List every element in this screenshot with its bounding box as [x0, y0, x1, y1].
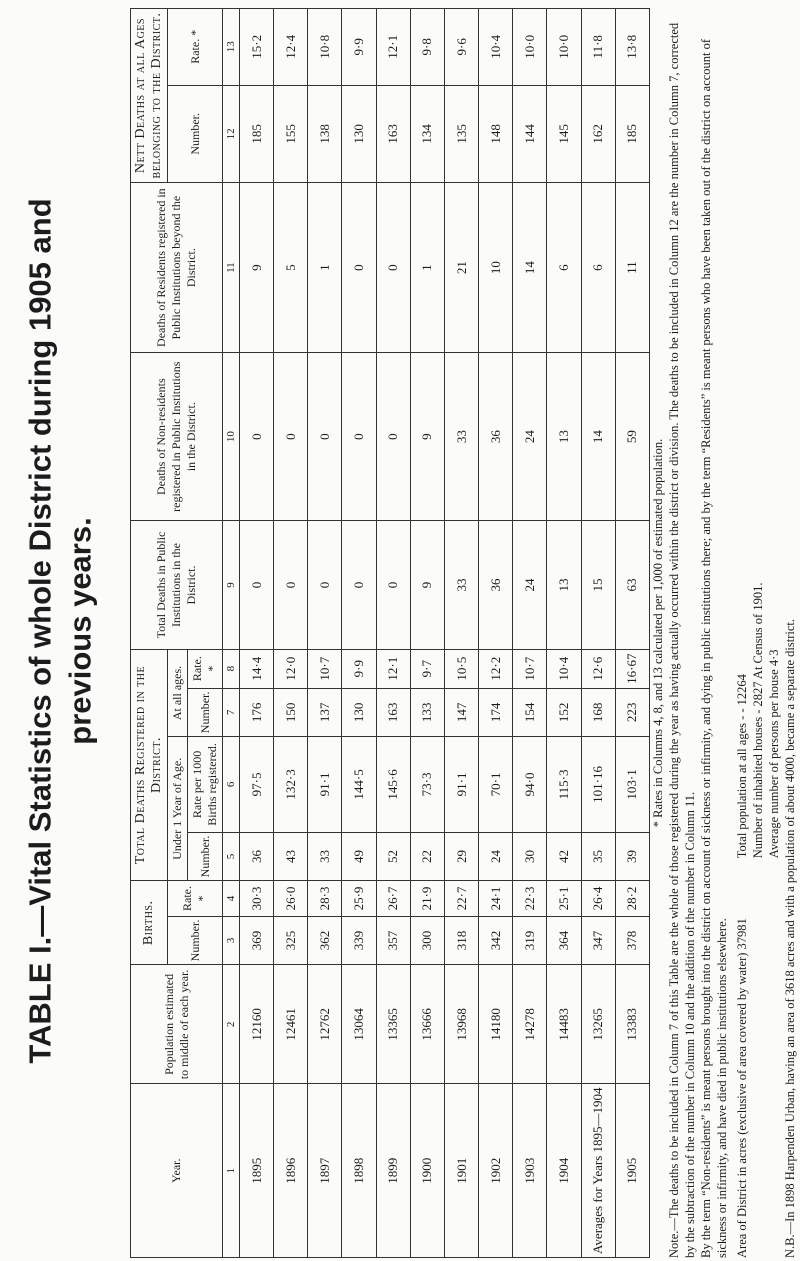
cell-nett-n: 163	[376, 85, 410, 183]
cell-births-r: 28·2	[615, 881, 649, 916]
cell-pub: 63	[615, 521, 649, 650]
cell-all-r: 10·7	[308, 649, 342, 688]
cell-births-n: 378	[615, 916, 649, 965]
col-year: Year.	[131, 1084, 223, 1258]
cell-year: 1902	[479, 1084, 513, 1258]
cell-nett-r: 9·9	[342, 9, 376, 86]
cell-nonres: 14	[581, 353, 615, 521]
area-label: Area of District in acres (exclusive of area covered by water)	[735, 952, 749, 1258]
cell-nett-n: 148	[479, 85, 513, 183]
note-paragraph: Note.—The deaths to be included in Column 7 of this Table are the whole of those registered during the year as having actually occurred within the district or division. The deaths to be included in Column 12 are the number in Column 7, corrected by the subtraction of the number in Column 10 and the addition of the number in Column 11.	[667, 22, 697, 1258]
header	[0, 0, 122, 1261]
cell-all-n: 174	[479, 688, 513, 737]
cell-nett-n: 155	[274, 85, 308, 183]
cell-births-n: 319	[513, 916, 547, 965]
cell-nonres: 13	[547, 353, 581, 521]
cell-births-n: 364	[547, 916, 581, 965]
table-row	[615, 9, 649, 1258]
cell-res: 1	[308, 183, 342, 353]
cell-year: 1901	[444, 1084, 478, 1258]
cell-nett-n: 185	[240, 85, 274, 183]
cell-u1-r: 70·1	[479, 737, 513, 832]
cell-pub: 0	[274, 521, 308, 650]
cell-births-r: 26·0	[274, 881, 308, 916]
cell-u1-n: 22	[410, 832, 444, 881]
col-index: 10	[223, 353, 240, 521]
cell-all-n: 168	[581, 688, 615, 737]
table-row	[376, 9, 410, 1258]
cell-births-r: 28·3	[308, 881, 342, 916]
nb-note: N.B.—In 1898 Harpenden Urban, having an area of 3618 acres and with a population of about 4000, became a separate district.	[783, 618, 797, 1258]
cell-pub: 24	[513, 521, 547, 650]
cell-all-r: 10·4	[547, 649, 581, 688]
cell-u1-r: 73·3	[410, 737, 444, 832]
population-line: Total population at all ages - - 12264	[735, 674, 749, 859]
cell-res: 21	[444, 183, 478, 353]
cell-res: 6	[581, 183, 615, 353]
cell-population: 14483	[547, 965, 581, 1084]
census-label: At Census of 1901.	[751, 582, 765, 680]
average-value: 4·3	[767, 649, 781, 667]
cell-births-r: 25·1	[547, 881, 581, 916]
table-row	[342, 9, 376, 1258]
col-index: 1	[223, 1084, 240, 1258]
cell-year: 1903	[513, 1084, 547, 1258]
cell-all-n: 154	[513, 688, 547, 737]
cell-births-n: 300	[410, 916, 444, 965]
cell-nett-n: 138	[308, 85, 342, 183]
average-label: Average number of persons per house	[767, 669, 781, 859]
cell-births-n: 318	[444, 916, 478, 965]
houses-line: Number of inhabited houses - 2827 At Census of 1901.	[751, 582, 765, 859]
col-nett-number: Number.	[168, 85, 223, 183]
cell-nonres: 59	[615, 353, 649, 521]
cell-births-r: 30·3	[240, 881, 274, 916]
cell-births-n: 357	[376, 916, 410, 965]
cell-u1-r: 97·5	[240, 737, 274, 832]
cell-population: 13064	[342, 965, 376, 1084]
cell-births-n: 347	[581, 916, 615, 965]
table-row	[308, 9, 342, 1258]
cell-res: 11	[615, 183, 649, 353]
cell-births-n: 342	[479, 916, 513, 965]
table-body	[240, 9, 650, 1258]
cell-u1-r: 144·5	[342, 737, 376, 832]
cell-all-n: 137	[308, 688, 342, 737]
col-total-deaths: Total Deaths Registered in the District.	[131, 649, 168, 881]
cell-nett-r: 10·0	[547, 9, 581, 86]
col-births-number: Number.	[168, 916, 223, 965]
cell-nett-r: 10·0	[513, 9, 547, 86]
cell-u1-n: 52	[376, 832, 410, 881]
table-row	[274, 9, 308, 1258]
cell-year: 1896	[274, 1084, 308, 1258]
cell-population: 12762	[308, 965, 342, 1084]
cell-all-r: 12·2	[479, 649, 513, 688]
cell-nonres: 0	[240, 353, 274, 521]
col-under1-rate: Rate per 1000 Births registered.	[188, 737, 223, 832]
cell-population: 13365	[376, 965, 410, 1084]
table-subtitle: previous years.	[63, 516, 99, 745]
col-residents: Deaths of Residents registered in Public Institutions beyond the District.	[131, 183, 223, 353]
cell-births-n: 339	[342, 916, 376, 965]
cell-population: 13383	[615, 965, 649, 1084]
cell-u1-r: 101·16	[581, 737, 615, 832]
cell-nett-r: 12·1	[376, 9, 410, 86]
cell-births-n: 369	[240, 916, 274, 965]
cell-u1-n: 35	[581, 832, 615, 881]
table-row	[240, 9, 274, 1258]
cell-all-n: 152	[547, 688, 581, 737]
cell-all-n: 130	[342, 688, 376, 737]
col-under1-number: Number.	[188, 832, 223, 881]
cell-year: 1900	[410, 1084, 444, 1258]
cell-nonres: 0	[308, 353, 342, 521]
cell-nett-r: 10·8	[308, 9, 342, 86]
area-line	[734, 918, 750, 1258]
table-row	[581, 9, 615, 1258]
cell-u1-r: 103·1	[615, 737, 649, 832]
col-index: 9	[223, 521, 240, 650]
cell-res: 0	[342, 183, 376, 353]
cell-nett-n: 135	[444, 85, 478, 183]
cell-pub: 0	[240, 521, 274, 650]
cell-u1-r: 91·1	[308, 737, 342, 832]
table-row	[513, 9, 547, 1258]
table-title: TABLE I.—Vital Statistics of whole District during 1905 and	[23, 197, 59, 1064]
cell-all-n: 176	[240, 688, 274, 737]
col-under1: Under 1 Year of Age.	[168, 737, 188, 881]
col-all-rate: Rate. *	[188, 649, 223, 688]
notes-region	[650, 8, 796, 1258]
cell-nett-n: 144	[513, 85, 547, 183]
cell-nett-n: 185	[615, 85, 649, 183]
cell-pub: 33	[444, 521, 478, 650]
area-value: 37981	[735, 918, 749, 950]
cell-nonres: 0	[342, 353, 376, 521]
cell-pub: 36	[479, 521, 513, 650]
rates-note: * Rates in Columns 4, 8, and 13 calculated per 1,000 of estimated population.	[651, 438, 665, 828]
col-deaths-public: Total Deaths in Public Institutions in the District.	[131, 521, 223, 650]
col-index: 7	[223, 688, 240, 737]
cell-res: 9	[240, 183, 274, 353]
population-label: Total population at all ages	[735, 723, 749, 859]
cell-population: 12461	[274, 965, 308, 1084]
cell-u1-n: 42	[547, 832, 581, 881]
cell-births-n: 362	[308, 916, 342, 965]
cell-nett-r: 11·8	[581, 9, 615, 86]
cell-births-r: 24·1	[479, 881, 513, 916]
cell-births-r: 22·3	[513, 881, 547, 916]
col-index: 13	[223, 9, 240, 86]
cell-all-r: 16·67	[615, 649, 649, 688]
cell-births-r: 21·9	[410, 881, 444, 916]
col-index: 12	[223, 85, 240, 183]
cell-nett-n: 162	[581, 85, 615, 183]
col-all-ages: At all ages.	[168, 649, 188, 736]
table-row	[479, 9, 513, 1258]
cell-nonres: 33	[444, 353, 478, 521]
cell-u1-n: 33	[308, 832, 342, 881]
cell-pub: 13	[547, 521, 581, 650]
cell-u1-n: 24	[479, 832, 513, 881]
cell-pub: 0	[376, 521, 410, 650]
cell-all-r: 12·6	[581, 649, 615, 688]
cell-u1-n: 29	[444, 832, 478, 881]
col-births-rate: Rate. *	[168, 881, 223, 916]
cell-year: 1898	[342, 1084, 376, 1258]
cell-u1-r: 91·1	[444, 737, 478, 832]
col-births: Births.	[131, 881, 168, 965]
cell-population: 13968	[444, 965, 478, 1084]
cell-res: 1	[410, 183, 444, 353]
cell-nonres: 9	[410, 353, 444, 521]
col-nett-deaths: Nett Deaths at all Ages belonging to the District.	[131, 9, 168, 183]
cell-population: 13666	[410, 965, 444, 1084]
cell-nett-n: 145	[547, 85, 581, 183]
cell-res: 5	[274, 183, 308, 353]
cell-u1-r: 115·3	[547, 737, 581, 832]
cell-nett-r: 13·8	[615, 9, 649, 86]
cell-res: 10	[479, 183, 513, 353]
cell-res: 6	[547, 183, 581, 353]
col-index: 2	[223, 965, 240, 1084]
cell-res: 0	[376, 183, 410, 353]
col-population: Population estimated to middle of each year.	[131, 965, 223, 1084]
cell-nett-n: 134	[410, 85, 444, 183]
col-index: 5	[223, 832, 240, 881]
cell-nett-r: 10·4	[479, 9, 513, 86]
cell-u1-n: 39	[615, 832, 649, 881]
houses-label: Number of inhabited houses	[751, 716, 765, 859]
cell-population: 14278	[513, 965, 547, 1084]
vital-statistics-table	[130, 8, 650, 1258]
col-all-number: Number.	[188, 688, 223, 737]
table-region	[130, 8, 650, 1258]
population-value: 12264	[735, 674, 749, 706]
cell-nett-r: 9·6	[444, 9, 478, 86]
cell-population: 13265	[581, 965, 615, 1084]
cell-u1-n: 49	[342, 832, 376, 881]
cell-all-r: 10·7	[513, 649, 547, 688]
cell-nonres: 0	[376, 353, 410, 521]
cell-u1-n: 43	[274, 832, 308, 881]
cell-year: Averages for Years 1895—1904	[581, 1084, 615, 1258]
cell-u1-r: 132·3	[274, 737, 308, 832]
cell-year: 1904	[547, 1084, 581, 1258]
cell-nett-r: 9·8	[410, 9, 444, 86]
table-row	[410, 9, 444, 1258]
cell-nett-r: 15·2	[240, 9, 274, 86]
cell-births-r: 26·4	[581, 881, 615, 916]
cell-all-r: 12·0	[274, 649, 308, 688]
cell-all-n: 147	[444, 688, 478, 737]
cell-nonres: 36	[479, 353, 513, 521]
cell-all-r: 12·1	[376, 649, 410, 688]
cell-pub: 9	[410, 521, 444, 650]
cell-population: 14180	[479, 965, 513, 1084]
cell-u1-n: 30	[513, 832, 547, 881]
cell-pub: 15	[581, 521, 615, 650]
cell-all-r: 9·9	[342, 649, 376, 688]
cell-all-r: 14·4	[240, 649, 274, 688]
cell-u1-n: 36	[240, 832, 274, 881]
col-index: 8	[223, 649, 240, 688]
cell-all-n: 133	[410, 688, 444, 737]
average-line	[766, 583, 782, 859]
col-index: 6	[223, 737, 240, 832]
cell-births-r: 26·7	[376, 881, 410, 916]
cell-u1-r: 94·0	[513, 737, 547, 832]
col-index: 11	[223, 183, 240, 353]
cell-all-r: 9·7	[410, 649, 444, 688]
houses-value: 2827	[751, 681, 765, 707]
cell-u1-r: 145·6	[376, 737, 410, 832]
cell-all-n: 150	[274, 688, 308, 737]
cell-nonres: 0	[274, 353, 308, 521]
col-index: 4	[223, 881, 240, 916]
cell-nett-r: 12·4	[274, 9, 308, 86]
cell-year: 1895	[240, 1084, 274, 1258]
cell-all-n: 163	[376, 688, 410, 737]
cell-year: 1897	[308, 1084, 342, 1258]
cell-all-r: 10·5	[444, 649, 478, 688]
table-row	[444, 9, 478, 1258]
population-summary	[734, 8, 782, 1258]
cell-nonres: 24	[513, 353, 547, 521]
cell-births-r: 25·9	[342, 881, 376, 916]
table-row	[547, 9, 581, 1258]
cell-year: 1905	[615, 1084, 649, 1258]
cell-all-n: 223	[615, 688, 649, 737]
col-nett-rate: Rate. *	[168, 9, 223, 86]
cell-births-r: 22·7	[444, 881, 478, 916]
cell-pub: 0	[308, 521, 342, 650]
col-nonresidents: Deaths of Non-residents registered in Public Institutions in the District.	[131, 353, 223, 521]
cell-year: 1899	[376, 1084, 410, 1258]
cell-res: 14	[513, 183, 547, 353]
cell-population: 12160	[240, 965, 274, 1084]
col-index: 3	[223, 916, 240, 965]
cell-pub: 0	[342, 521, 376, 650]
residents-note: By the term “Non-residents” is meant persons brought into the district on account of sickness or infirmity, and dying in public institutions there; and by the term “Residents” is meant persons who have been taken out of the district on account of sickness or infirmity, and have died in public institutions elsewhere.	[699, 38, 729, 1258]
cell-nett-n: 130	[342, 85, 376, 183]
cell-births-n: 325	[274, 916, 308, 965]
